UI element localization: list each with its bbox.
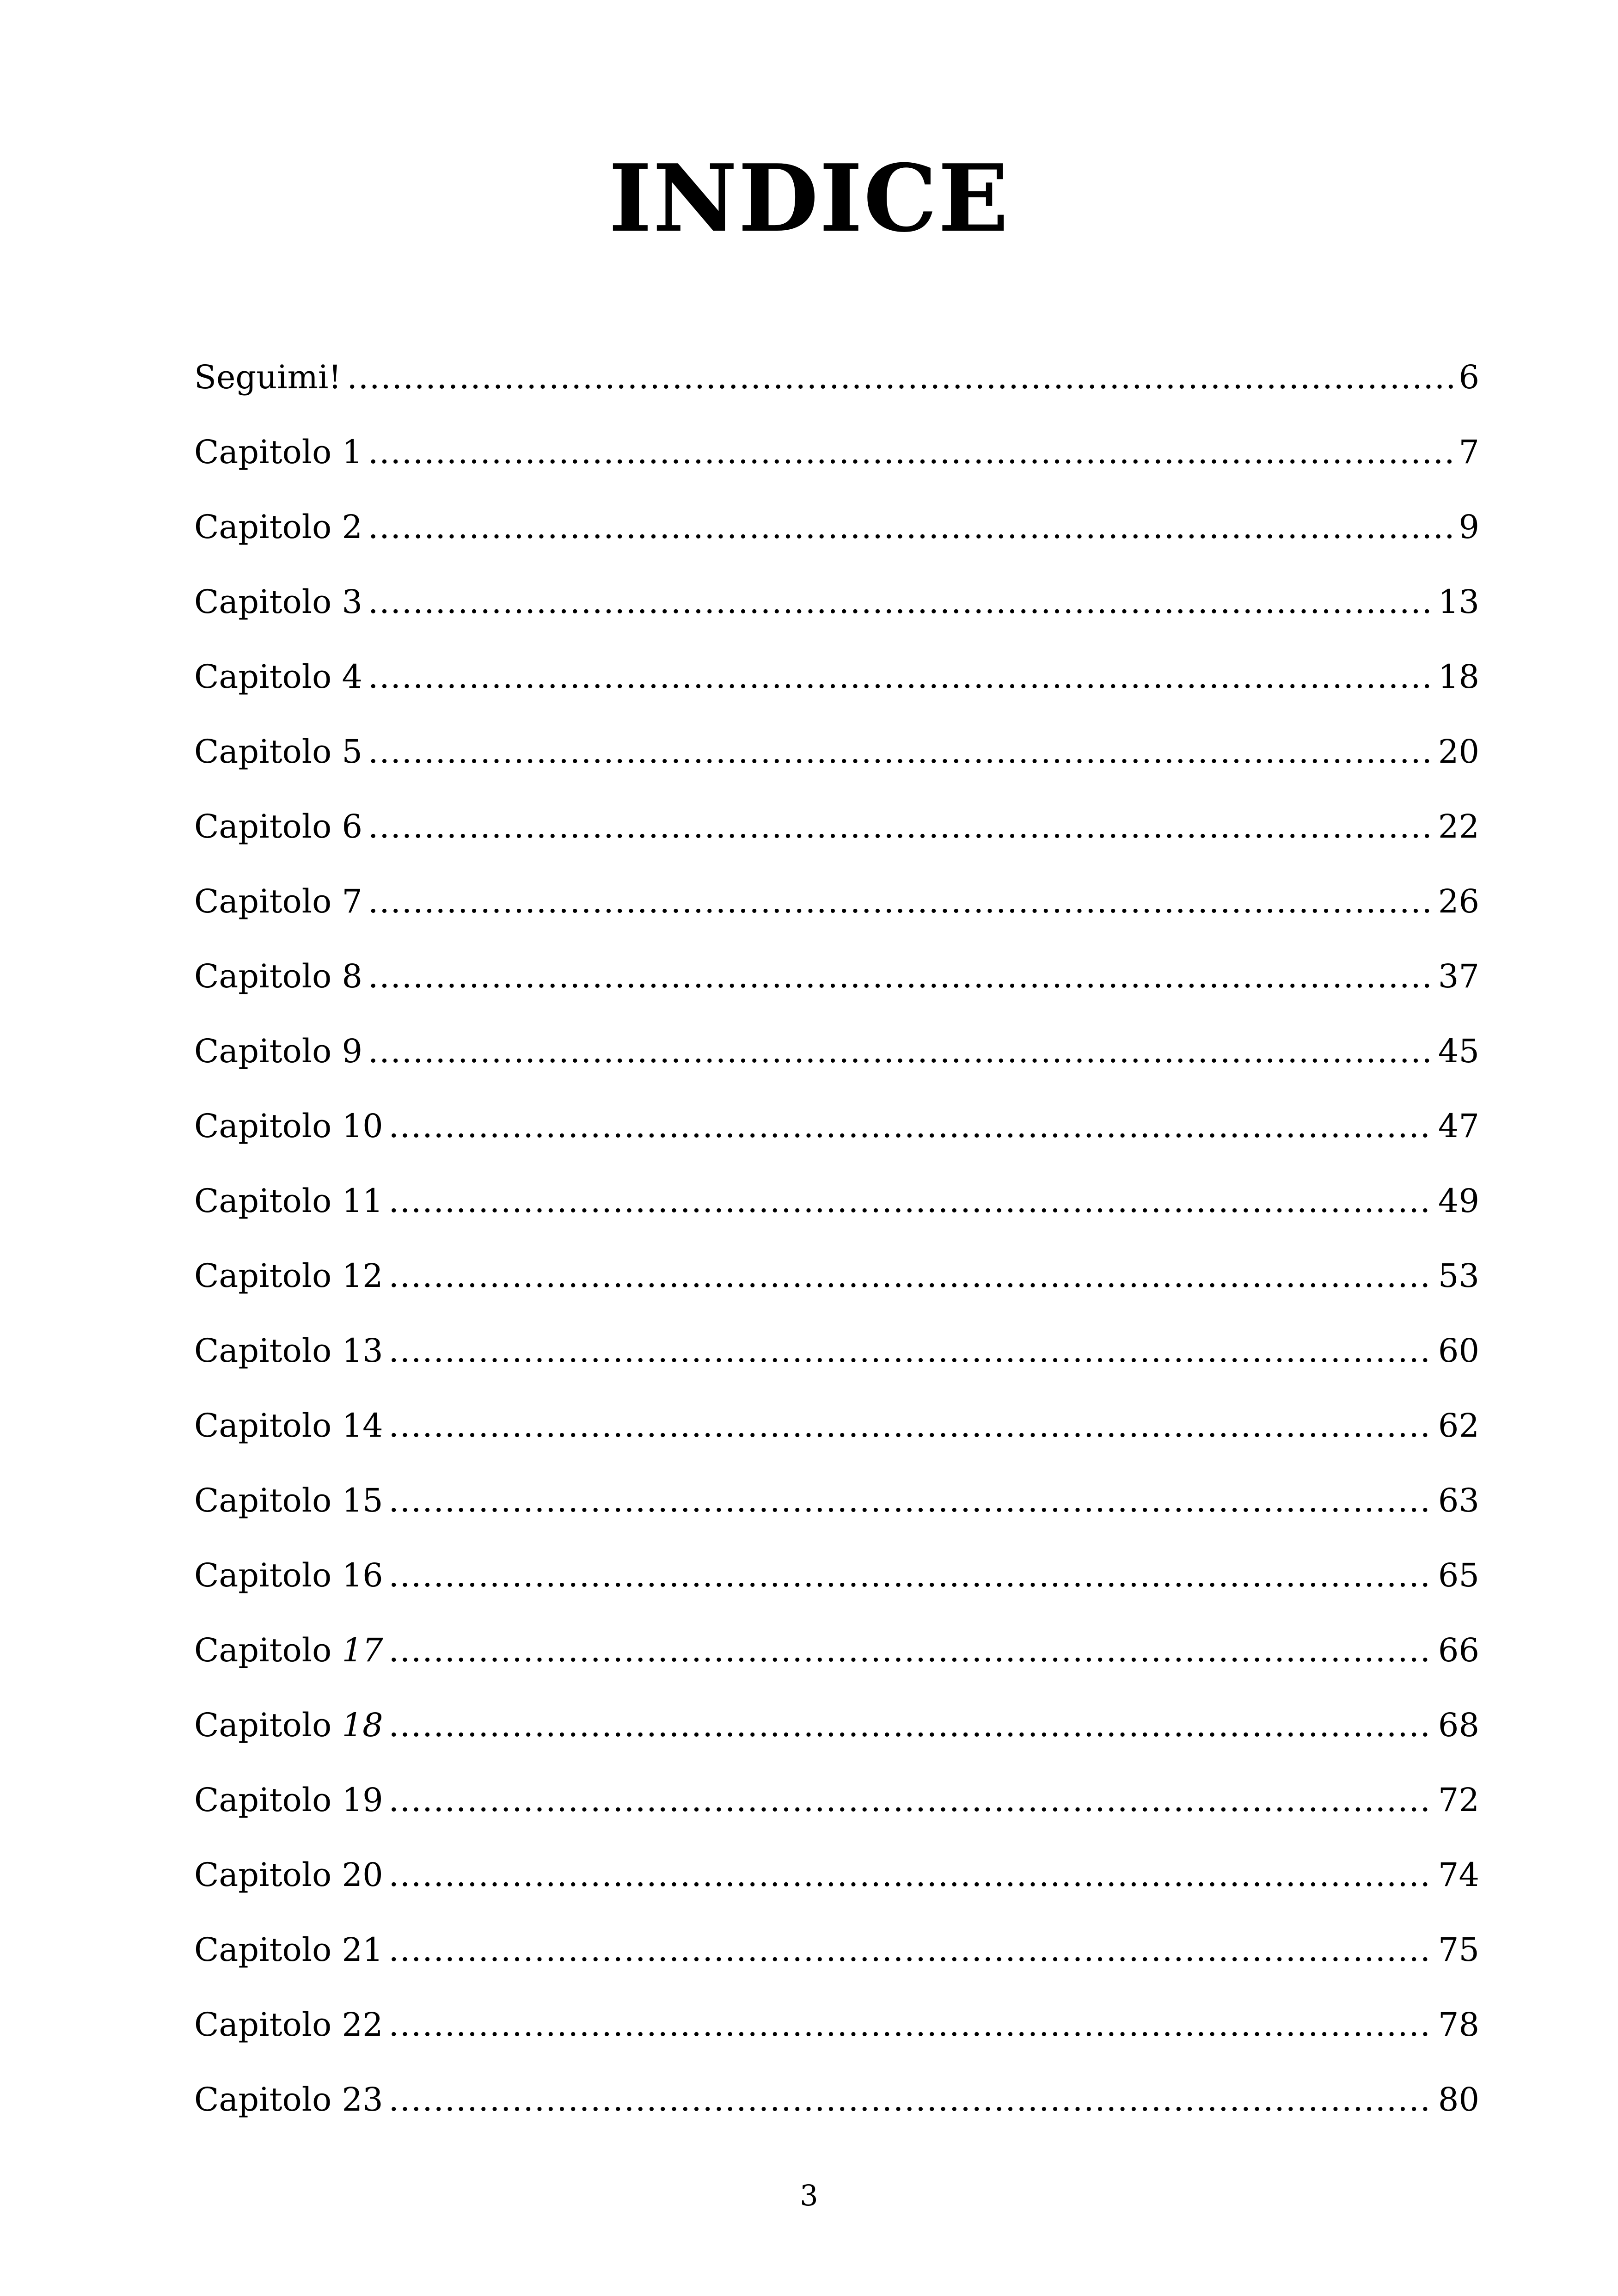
toc-entry-page: 68 [1438, 1706, 1479, 1744]
toc-entry-page: 26 [1438, 882, 1479, 920]
toc-dot-leader [368, 654, 1433, 700]
toc-entry-label: Capitolo 20 [194, 1856, 383, 1894]
toc-entry-capitolo-23[interactable] [194, 2076, 1479, 2151]
toc-entry-label-number: 18 [342, 1706, 383, 1744]
toc-entry-label-word: Capitolo [194, 1631, 332, 1669]
toc-dot-leader [389, 1402, 1433, 1449]
toc-entry-label: Capitolo 23 [194, 2081, 383, 2118]
toc-dot-leader [389, 1103, 1433, 1149]
toc-dot-leader [389, 2076, 1433, 2123]
toc-entry-page: 7 [1459, 433, 1479, 471]
toc-entry-label: Capitolo 13 [194, 1332, 383, 1370]
toc-dot-leader [389, 1852, 1433, 1898]
toc-entry-capitolo-16[interactable] [194, 1552, 1479, 1627]
toc-entry-capitolo-4[interactable] [194, 654, 1479, 729]
toc-entry-seguimi[interactable] [194, 354, 1479, 429]
toc-entry-capitolo-19[interactable] [194, 1777, 1479, 1852]
toc-dot-leader [389, 1777, 1433, 1823]
toc-entry-page: 78 [1438, 2006, 1479, 2044]
toc-entry-label: Capitolo 5 [194, 733, 363, 771]
toc-entry-label: Capitolo 22 [194, 2006, 383, 2044]
toc-entry-label: Seguimi! [194, 358, 342, 396]
toc-dot-leader [368, 429, 1453, 475]
table-of-contents [194, 354, 1479, 2151]
toc-entry-capitolo-3[interactable] [194, 579, 1479, 654]
toc-entry-label [194, 1627, 383, 1673]
toc-entry-capitolo-21[interactable] [194, 1927, 1479, 2002]
toc-entry-capitolo-20[interactable] [194, 1852, 1479, 1927]
toc-entry-capitolo-2[interactable] [194, 504, 1479, 579]
toc-dot-leader [389, 1178, 1433, 1224]
toc-entry-label: Capitolo 6 [194, 808, 363, 845]
toc-entry-capitolo-8[interactable] [194, 953, 1479, 1028]
toc-entry-capitolo-1[interactable] [194, 429, 1479, 504]
toc-dot-leader [389, 1328, 1433, 1374]
toc-entry-label: Capitolo 1 [194, 433, 363, 471]
toc-entry-capitolo-14[interactable] [194, 1402, 1479, 1477]
toc-entry-label: Capitolo 4 [194, 658, 363, 696]
toc-dot-leader [389, 1477, 1433, 1524]
toc-dot-leader [368, 1028, 1433, 1074]
toc-entry-page: 37 [1438, 957, 1479, 995]
toc-entry-capitolo-13[interactable] [194, 1328, 1479, 1402]
toc-entry-label: Capitolo 3 [194, 583, 363, 621]
toc-entry-label: Capitolo 10 [194, 1107, 383, 1145]
toc-entry-page: 66 [1438, 1631, 1479, 1669]
toc-entry-page: 49 [1438, 1182, 1479, 1220]
toc-entry-label: Capitolo 8 [194, 957, 363, 995]
toc-entry-page: 60 [1438, 1332, 1479, 1370]
toc-entry-label: Capitolo 9 [194, 1032, 363, 1070]
page-title: INDICE [608, 144, 1010, 253]
toc-entry-page: 65 [1438, 1556, 1479, 1594]
toc-entry-page: 47 [1438, 1107, 1479, 1145]
toc-entry-label: Capitolo 11 [194, 1182, 383, 1220]
toc-dot-leader [368, 953, 1433, 999]
toc-entry-label: Capitolo 12 [194, 1257, 383, 1295]
toc-entry-page: 53 [1438, 1257, 1479, 1295]
toc-entry-label [194, 1702, 383, 1748]
toc-entry-label-word: Capitolo [194, 1706, 332, 1744]
toc-dot-leader [389, 2002, 1433, 2048]
toc-dot-leader [389, 1627, 1433, 1673]
toc-entry-label: Capitolo 14 [194, 1407, 383, 1445]
toc-entry-label: Capitolo 16 [194, 1556, 383, 1594]
toc-entry-label-number: 17 [342, 1631, 383, 1669]
toc-dot-leader [368, 803, 1433, 850]
toc-entry-label: Capitolo 21 [194, 1931, 383, 1969]
toc-entry-page: 62 [1438, 1407, 1479, 1445]
toc-entry-capitolo-17[interactable] [194, 1627, 1479, 1702]
toc-dot-leader [389, 1253, 1433, 1299]
page-number: 3 [800, 2179, 818, 2212]
toc-entry-capitolo-11[interactable] [194, 1178, 1479, 1253]
toc-entry-page: 72 [1438, 1781, 1479, 1819]
toc-entry-capitolo-18[interactable] [194, 1702, 1479, 1777]
toc-entry-capitolo-15[interactable] [194, 1477, 1479, 1552]
toc-entry-page: 45 [1438, 1032, 1479, 1070]
toc-entry-capitolo-7[interactable] [194, 878, 1479, 953]
toc-entry-page: 9 [1459, 508, 1479, 546]
toc-entry-page: 63 [1438, 1482, 1479, 1519]
toc-dot-leader [347, 354, 1453, 400]
toc-dot-leader [368, 579, 1433, 625]
toc-entry-page: 18 [1438, 658, 1479, 696]
toc-entry-label: Capitolo 19 [194, 1781, 383, 1819]
toc-entry-capitolo-5[interactable] [194, 729, 1479, 803]
toc-dot-leader [368, 878, 1433, 925]
toc-dot-leader [389, 1702, 1433, 1748]
toc-entry-page: 6 [1459, 358, 1479, 396]
toc-entry-capitolo-10[interactable] [194, 1103, 1479, 1178]
toc-entry-page: 80 [1438, 2081, 1479, 2118]
toc-dot-leader [368, 729, 1433, 775]
toc-dot-leader [389, 1927, 1433, 1973]
toc-dot-leader [389, 1552, 1433, 1598]
toc-entry-capitolo-6[interactable] [194, 803, 1479, 878]
toc-entry-label: Capitolo 7 [194, 882, 363, 920]
toc-entry-capitolo-9[interactable] [194, 1028, 1479, 1103]
toc-entry-page: 13 [1438, 583, 1479, 621]
toc-entry-page: 22 [1438, 808, 1479, 845]
toc-entry-page: 74 [1438, 1856, 1479, 1894]
toc-dot-leader [368, 504, 1453, 550]
toc-entry-capitolo-22[interactable] [194, 2002, 1479, 2076]
toc-entry-page: 75 [1438, 1931, 1479, 1969]
toc-entry-capitolo-12[interactable] [194, 1253, 1479, 1328]
toc-entry-label: Capitolo 15 [194, 1482, 383, 1519]
toc-entry-page: 20 [1438, 733, 1479, 771]
toc-entry-label: Capitolo 2 [194, 508, 363, 546]
